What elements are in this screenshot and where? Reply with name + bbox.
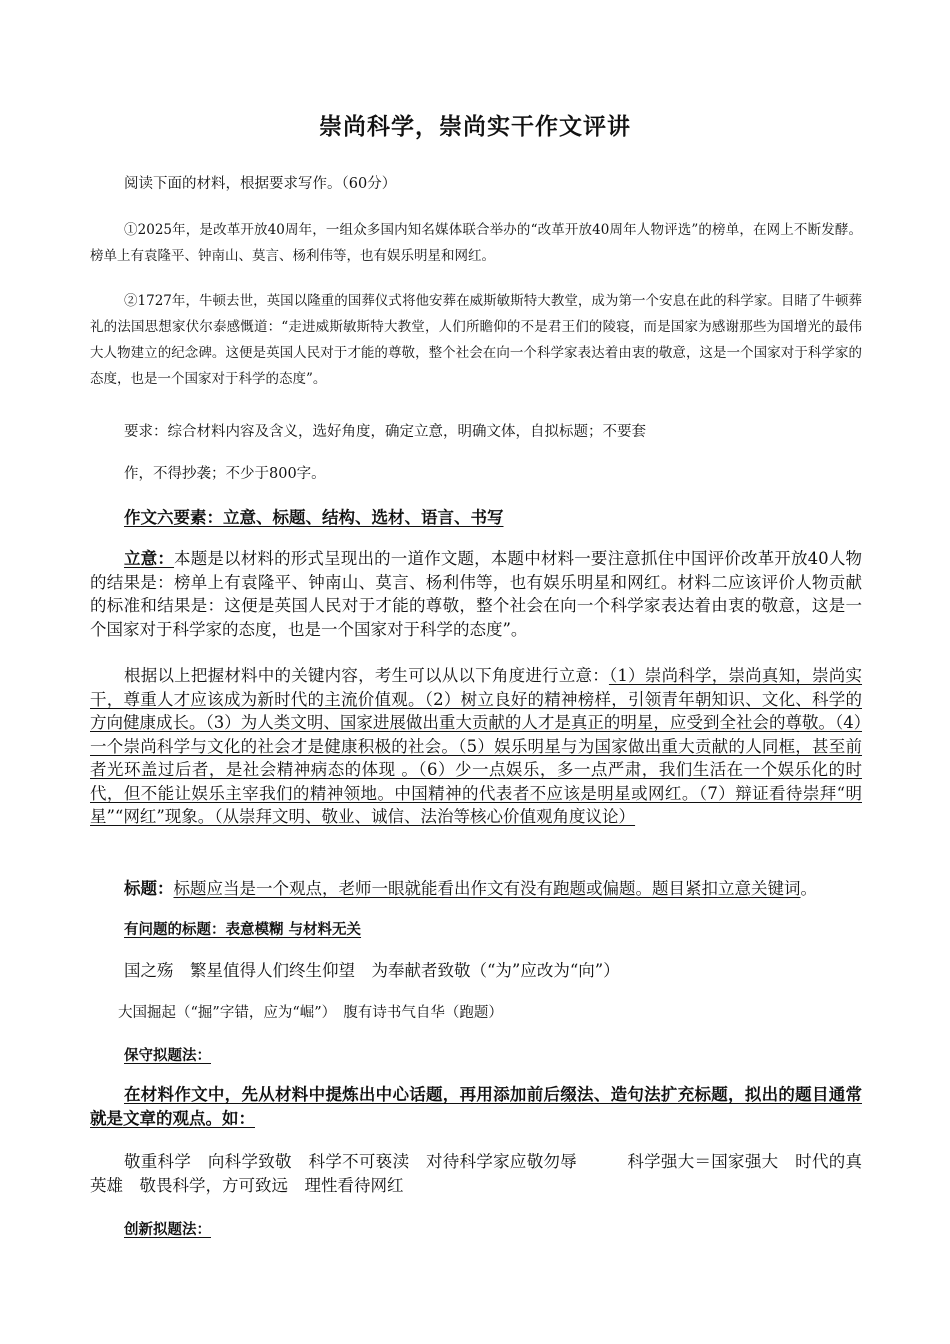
angles-list: （1）崇尚科学，崇尚真知，崇尚实干，尊重人才应该成为新时代的主流价值观。（2）树立良好的精神榜样，引领青年朝知识、文化、科学的方向健康成长。（3）为人类文明、国家进展做出重大贡献的人才是真正的明星，应受到全社会的尊敬。（4）一个崇尚科学与文化的社会才是健康积极的社会。（5）娱乐明星与为国家做出重大贡献的人同框，甚至前者光环盖过后者，是社会精神病态的体现 。（6）少一点娱乐，多一点严肃，我们生活在一个娱乐化的时代，但不能让娱乐主宰我们的精神领地。中国精神的代表者不应该是明星或网红。（7）辩证看待崇拜“明星”“网红”现象。（从崇拜文明、敬业、诚信、法治等核心价值观角度议论） [90, 666, 863, 826]
conservative-description: 在材料作文中，先从材料中提炼出中心话题，再用添加前后缀法、造句法扩充标题，拟出的题目通常就是文章的观点。如： [90, 1085, 862, 1128]
problem-examples-line-two: 大国掘起（“掘”字错，应为“崛”） 腹有诗书气自华（跑题） [118, 1005, 503, 1021]
problem-examples-line-one: 国之殇 繁星值得人们终生仰望 为奉献者致敬（“为”应改为“向”） [124, 961, 620, 980]
biaoti-paragraph [90, 877, 862, 901]
conservative-heading: 保守拟题法： [124, 1047, 211, 1064]
problem-titles-heading: 有问题的标题：表意模糊 与材料无关 [124, 921, 362, 938]
document-title: 崇尚科学，崇尚实干作文评讲 [319, 114, 631, 140]
liyi-paragraph [90, 547, 862, 641]
requirement-line-two: 作，不得抄袭；不少于800字。 [124, 466, 326, 482]
biaoti-text: 标题应当是一个观点，老师一眼就能看出作文有没有跑题或偏题。题目紧扣立意关键词 [173, 879, 801, 898]
angles-lead: 根据以上把握材料中的关键内容，考生可以从以下角度进行立意： [124, 666, 609, 685]
intro-paragraph: 阅读下面的材料，根据要求写作。（60分） [124, 176, 397, 192]
angles-paragraph [90, 664, 862, 829]
biaoti-end: 。 [800, 879, 817, 898]
biaoti-label: 标题： [124, 879, 174, 898]
six-elements-heading: 作文六要素：立意、标题、结构、选材、语言、书写 [124, 508, 504, 527]
innovative-heading: 创新拟题法： [124, 1221, 211, 1238]
requirement-line-one: 要求：综合材料内容及含义，选好角度，确定立意，明确文体，自拟标题；不要套 [124, 424, 646, 440]
material-two-paragraph: ②1727年，牛顿去世，英国以隆重的国葬仪式将他安葬在威斯敏斯特大教堂，成为第一个安息在此的科学家。目睹了牛顿葬礼的法国思想家伏尔泰感慨道：“走进威斯敏斯特大教堂，人们所瞻仰的不是君王们的陵寝，而是国家为感谢那些为国增光的最伟大人物建立的纪念碑。这便是英国人民对于才能的尊敬，整个社会在向一个科学家表达着由衷的敬意，这是一个国家对于科学家的态度，也是一个国家对于科学的态度”。 [90, 293, 862, 387]
material-one-paragraph: ①2025年，是改革开放40周年，一组众多国内知名媒体联合举办的“改革开放40周年人物评选”的榜单，在网上不断发酵。榜单上有袁隆平、钟南山、莫言、杨利伟等，也有娱乐明星和网红。 [90, 222, 862, 264]
liyi-label: 立意： [124, 549, 175, 568]
conservative-examples: 敬重科学 向科学致敬 科学不可亵渎 对待科学家应敬勿辱 科学强大＝国家强大 时代的真英雄 敬畏科学，方可致远 理性看待网红 [90, 1152, 862, 1195]
liyi-text: 本题是以材料的形式呈现出的一道作文题，本题中材料一要注意抓住中国评价改革开放40人物的结果是：榜单上有袁隆平、钟南山、莫言、杨利伟等，也有娱乐明星和网红。材料二应该评价人物贡献的标准和结果是：这便是英国人民对于才能的尊敬，整个社会在向一个科学家表达着由衷的敬意，这是一个国家对于科学家的态度，也是一个国家对于科学的态度”。 [90, 549, 863, 639]
